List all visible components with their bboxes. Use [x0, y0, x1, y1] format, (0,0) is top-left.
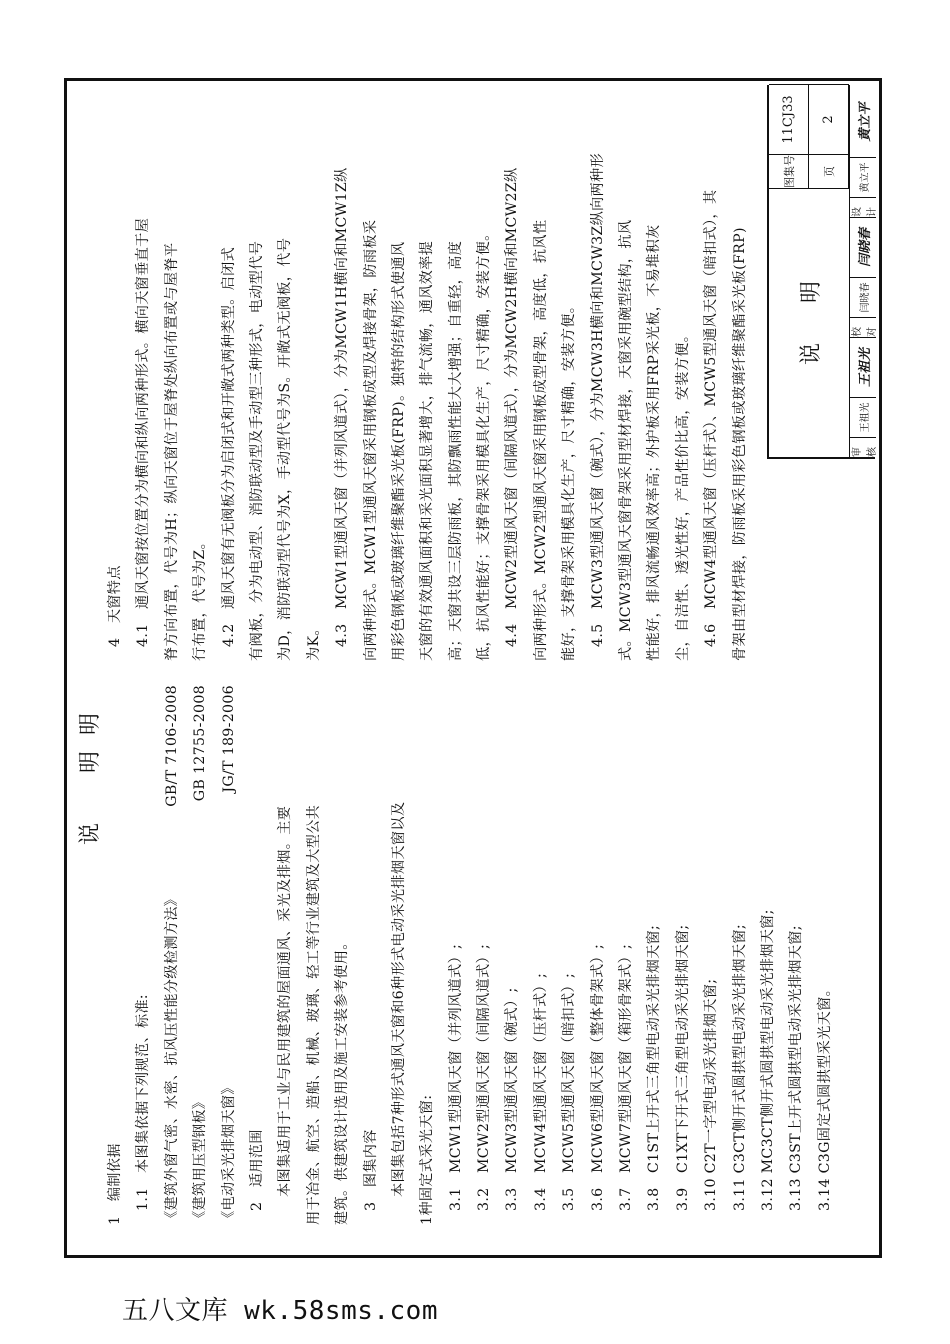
text-line: 3.14 C3G固定式圆拱型采光天窗。: [816, 981, 833, 1211]
text-line: 本图集适用于工业与民用建筑的屋面通风、采光及排烟。主要: [277, 805, 294, 1197]
text-line: 本图集包括7种形式通风天窗和6种形式电动采光排烟天窗以及: [390, 801, 407, 1197]
text-line: 4 天窗特点: [107, 565, 123, 647]
text-line: 1.1 本图集依据下列规范、标准:: [135, 994, 152, 1211]
text-line: 3.13 C3ST上开式圆拱型电动采光排烟天窗;: [788, 925, 805, 1211]
text-line: 3.7 MCW7型通风天窗（箱形骨架式）;: [618, 943, 635, 1211]
atlas-info: [769, 84, 849, 189]
check-label: 校对: [850, 317, 876, 337]
rotated-sheet: [67, 81, 879, 1255]
text-line: 式。MCW3型通风天窗骨架采用型材焊接，天窗采用碗型结构，抗风: [618, 219, 635, 661]
standard-title: 《电动采光排烟天窗》: [220, 1080, 237, 1225]
text-line: 2 适用范围: [248, 1129, 265, 1211]
review-signature: 王祖光: [850, 337, 876, 397]
text-line: 3.11 C3CT侧开式圆拱型电动采光排烟天窗;: [731, 924, 748, 1211]
page-number: 2: [809, 84, 849, 154]
review-label: 审核: [850, 437, 876, 457]
text-line: 性能好，排风流畅通风效率高；外护板采用FRP采光板，不易堆积灰: [646, 224, 663, 661]
text-line: 3.3 MCW3型通风天窗（碗式）;: [504, 987, 521, 1211]
standard-title: 《建筑用压型钢板》: [192, 1094, 209, 1225]
text-line: 向两种形式。MCW1型通风天窗采用钢板成型及焊接骨架，防雨板采: [362, 219, 379, 661]
watermark-text: 五八文库 wk.58sms.com: [122, 1296, 438, 1326]
text-line: 3 图集内容: [362, 1129, 379, 1211]
left-column: [101, 665, 839, 1225]
atlas-number: 11CJ33: [769, 84, 809, 154]
text-line: 骨架由型材焊接，防雨板采用彩色钢板或玻璃纤维聚酯采光板(FRP): [731, 227, 748, 661]
review-name: 王祖光: [850, 397, 876, 437]
standard-code: GB 12755-2008: [192, 685, 209, 802]
text-line: 脊方向布置，代号为H；纵向天窗位于屋脊处纵向布置或与屋脊平: [163, 242, 180, 661]
design-name: 黄立平: [850, 157, 876, 197]
heading-right: 明: [78, 710, 103, 735]
standard-title: 《建筑外窗气密、水密、抗风压性能分级检测方法》: [163, 891, 180, 1225]
text-line: 4.1 通风天窗按位置分为横向和纵向两种形式。横向天窗垂直于屋: [135, 217, 152, 647]
text-line: 用于冶金、航空、造船、机械、玻璃、轻工等行业建筑及大型公共: [305, 804, 322, 1225]
check-name: 闫晓春: [850, 277, 876, 317]
text-line: 3.4 MCW4型通风天窗（压杆式）;: [532, 972, 549, 1211]
text-line: 向两种形式。MCW2型通风天窗采用钢板成型骨架，高度低，抗风性: [532, 219, 549, 661]
text-line: 为D，消防联动型代号为X，手动型代号为S。开敞式无阀板，代号: [277, 237, 294, 661]
right-column: [101, 101, 754, 661]
check-signature: 闫晓春: [850, 217, 876, 277]
text-line: 能好，支撑骨架采用模具化生产，尺寸精确，安装方便。: [561, 298, 578, 661]
text-line: 4.3 MCW1型通风天窗（并列风道式），分为MCW1H横向和MCW1Z纵: [334, 167, 351, 647]
text-line: 建筑。供建筑设计选用及施工安装参考使用。: [334, 935, 351, 1225]
text-line: 有阀板，分为电动型、消防联动型及手动型三种形式，电动型代号: [248, 240, 265, 661]
text-line: [186, 665, 214, 1225]
text-line: 3.5 MCW5型通风天窗（暗扣式）;: [561, 972, 578, 1211]
text-line: [158, 665, 186, 1225]
design-signature: 黄立平: [857, 102, 873, 142]
text-line: 3.6 MCW6型通风天窗（整体骨架式）;: [589, 943, 606, 1211]
title-block-title: 说明: [798, 241, 824, 366]
text-line: [215, 665, 243, 1225]
standard-code: JG/T 189-2006: [220, 685, 237, 793]
text-line: 高；天窗共设三层防雨板，其防飘雨性能大大增强；自重轻，高度: [447, 240, 464, 661]
text-line: 1 编制依据: [107, 1143, 123, 1225]
text-line: 3.12 MC3CT侧开式圆拱型电动采光排烟天窗;: [759, 909, 776, 1211]
title-block: [767, 85, 878, 459]
text-line: 低，抗风性能好；支撑骨架采用模具化生产，尺寸精确，安装方便。: [476, 226, 493, 661]
text-line: 3.2 MCW2型通风天窗（间隔风道式）;: [476, 943, 493, 1211]
text-line: 用彩色钢板或玻璃纤维聚酯采光板(FRP)。独特的结构形式使通风: [390, 241, 407, 661]
text-line: 1种固定式采光天窗:: [419, 1094, 436, 1225]
text-line: 4.2 通风天窗有无阀板分为启闭式和开敞式两种类型。启闭式: [220, 246, 237, 647]
text-line: 4.4 MCW2型通风天窗（间隔风道式），分为MCW2H横向和MCW2Z纵: [504, 167, 521, 647]
text-line: 行布置，代号为Z。: [192, 534, 209, 661]
text-line: 4.5 MCW3型通风天窗（碗式），分为MCW3H横向和MCW3Z纵向两种形: [589, 152, 606, 647]
atlas-label: 图集号: [769, 154, 809, 188]
heading-left: 说 明: [78, 748, 103, 845]
text-line: 尘，自洁性、透光性好，产品性价比高，安装方便。: [674, 327, 691, 661]
text-line: 3.9 C1XT下开式三角型电动采光排烟天窗;: [674, 924, 691, 1211]
page-label: 页: [809, 154, 849, 188]
standard-code: GB/T 7106-2008: [163, 685, 180, 807]
signature-row: [849, 85, 876, 457]
text-line: 天窗的有效通风面积和采光面积显著增大，排气流畅，通风效率提: [419, 240, 436, 661]
text-line: 为K。: [305, 621, 322, 661]
text-line: 3.8 C1ST上开式三角型电动采光排烟天窗;: [646, 924, 663, 1211]
text-line: 3.10 C2T一字型电动采光排烟天窗;: [703, 978, 720, 1211]
design-label: 设计: [850, 197, 876, 217]
text-line: 3.1 MCW1型通风天窗（并列风道式）;: [447, 943, 464, 1211]
text-line: 4.6 MCW4型通风天窗（压杆式）、MCW5型通风天窗（暗扣式），其: [703, 189, 720, 647]
